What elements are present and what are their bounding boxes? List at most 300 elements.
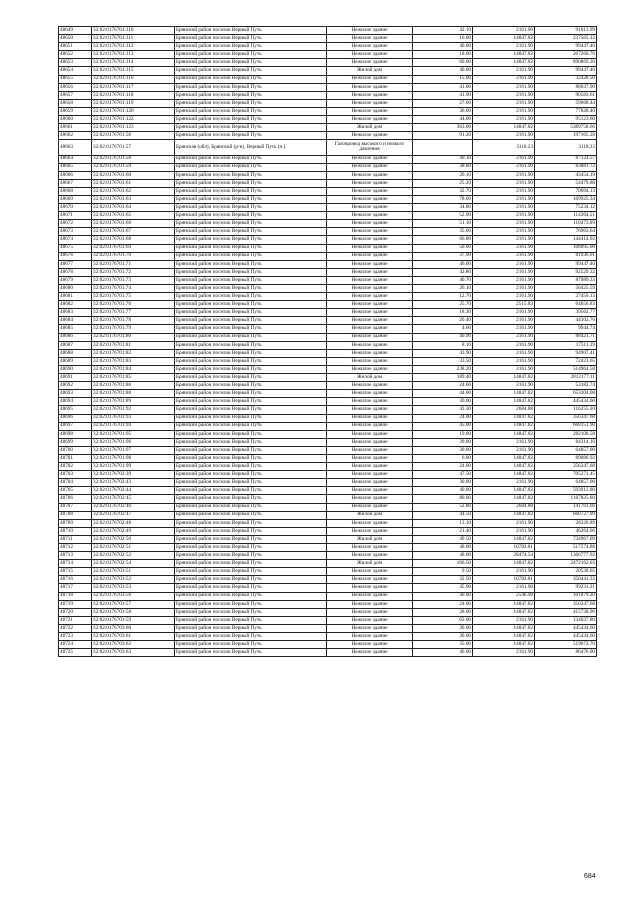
object-type-cell: Нежилое здание — [327, 293, 413, 301]
table-row — [59, 479, 597, 487]
address-cell: Брянский район поселок Верный Путь — [175, 584, 327, 592]
address-cell: Брянский район поселок Верный Путь — [175, 171, 327, 179]
object-type-cell: Нежилое здание — [327, 285, 413, 293]
rate-cell: 2161.90 — [473, 568, 535, 576]
area-cell: 78.60 — [413, 195, 473, 203]
row-number-cell: 48656 — [59, 83, 92, 91]
row-number-cell: 48681 — [59, 293, 92, 301]
cadastral-number-cell: 32:02:0176701:123 — [92, 124, 175, 132]
object-type-cell: Нежилое здание — [327, 616, 413, 624]
rate-cell: 2161.90 — [473, 195, 535, 203]
row-number-cell: 48680 — [59, 285, 92, 293]
cadastral-value-cell: 5389758.66 — [535, 124, 597, 132]
row-number-cell: 48725 — [59, 649, 92, 657]
cadastral-value-cell: 27456.13 — [535, 293, 597, 301]
address-cell: Брянский район поселок Верный Путь — [175, 438, 327, 446]
rate-cell: 2161.90 — [473, 527, 535, 535]
area-cell: 21.40 — [413, 527, 473, 535]
cadastral-value-cell: 43454.19 — [535, 171, 597, 179]
cadastral-number-cell: 32:02:0176703:58 — [92, 608, 175, 616]
table-row — [59, 406, 597, 414]
object-type-cell: Нежилое здание — [327, 552, 413, 560]
object-type-cell: Жилой дом — [327, 124, 413, 132]
rate-cell: 2161.90 — [473, 163, 535, 171]
address-cell: Брянский район поселок Верный Путь — [175, 35, 327, 43]
cadastral-value-cell: 101879.20 — [535, 592, 597, 600]
area-cell: 363.00 — [413, 124, 473, 132]
object-type-cell: Нежилое здание — [327, 519, 413, 527]
cadastral-value-cell: 519673.70 — [535, 641, 597, 649]
registry-sheet — [58, 26, 596, 657]
address-cell: Брянский район поселок Верный Путь — [175, 390, 327, 398]
row-number-cell: 48695 — [59, 406, 92, 414]
cadastral-number-cell: 32:02:0176701:81 — [92, 341, 175, 349]
table-row — [59, 374, 597, 382]
cadastral-number-cell: 32:02:0176702:48 — [92, 519, 175, 527]
object-type-cell: Нежилое здание — [327, 107, 413, 115]
cadastral-number-cell: 32:02:0176703:51 — [92, 568, 175, 576]
cadastral-number-cell: 32:02:0176701:93 — [92, 414, 175, 422]
cadastral-number-cell: 32:02:0176701:70 — [92, 252, 175, 260]
rate-cell: 2161.90 — [473, 27, 535, 35]
cadastral-number-cell: 32:02:0176701:120 — [92, 107, 175, 115]
cadastral-value-cell: 2472162.03 — [535, 560, 597, 568]
cadastral-number-cell: 32:02:0176701:99 — [92, 463, 175, 471]
address-cell: Брянский район поселок Верный Путь — [175, 124, 327, 132]
cadastral-number-cell: 32:02:0176701:72 — [92, 268, 175, 276]
table-row — [59, 633, 597, 641]
address-cell: Брянский район поселок Верный Путь — [175, 600, 327, 608]
cadastral-value-cell: 415738.96 — [535, 608, 597, 616]
rate-cell: 2161.90 — [473, 212, 535, 220]
cadastral-number-cell: 32:02:0176701:77 — [92, 309, 175, 317]
table-row — [59, 155, 597, 163]
area-cell: 51.10 — [413, 220, 473, 228]
cadastral-number-cell: 32:02:0176703:52 — [92, 576, 175, 584]
object-type-cell: Нежилое здание — [327, 454, 413, 462]
table-row — [59, 422, 597, 430]
rate-cell: 14847.82 — [473, 35, 535, 43]
cadastral-number-cell: 32:02:0176702:45 — [92, 495, 175, 503]
row-number-cell: 48683 — [59, 309, 92, 317]
table-row — [59, 446, 597, 454]
cadastral-number-cell: 32:02:0176703:60 — [92, 624, 175, 632]
rate-cell: 2515.83 — [473, 301, 535, 309]
row-number-cell: 48699 — [59, 438, 92, 446]
object-type-cell: Нежилое здание — [327, 99, 413, 107]
rate-cell: 2161.90 — [473, 357, 535, 365]
object-type-cell: Нежилое здание — [327, 398, 413, 406]
cadastral-number-cell: 32:02:0176701:64 — [92, 204, 175, 212]
address-cell: Брянский район поселок Верный Путь — [175, 116, 327, 124]
area-cell: 37.90 — [413, 252, 473, 260]
cadastral-value-cell: 110473.09 — [535, 220, 597, 228]
cadastral-number-cell: 32:02:0176701:56 — [92, 132, 175, 140]
rate-cell: 2161.90 — [473, 285, 535, 293]
table-row — [59, 67, 597, 75]
row-number-cell: 48698 — [59, 430, 92, 438]
table-row — [59, 584, 597, 592]
table-row — [59, 487, 597, 495]
address-cell: Брянский район поселок Верный Путь — [175, 67, 327, 75]
area-cell: 18.00 — [413, 51, 473, 59]
area-cell: 80.00 — [413, 495, 473, 503]
object-type-cell: Нежилое здание — [327, 479, 413, 487]
rate-cell: 2161.90 — [473, 236, 535, 244]
cadastral-number-cell: 32:02:0176701:66 — [92, 220, 175, 228]
rate-cell: 2161.90 — [473, 519, 535, 527]
area-cell: 41.90 — [413, 91, 473, 99]
cadastral-number-cell: 32:02:0176701:60 — [92, 171, 175, 179]
rate-cell: 2161.90 — [473, 132, 535, 140]
cadastral-number-cell: 32:02:0176701:84 — [92, 365, 175, 373]
object-type-cell: Нежилое здание — [327, 527, 413, 535]
object-type-cell: Нежилое здание — [327, 171, 413, 179]
area-cell: 30.00 — [413, 633, 473, 641]
area-cell: 20.10 — [413, 171, 473, 179]
rate-cell: 2161.90 — [473, 67, 535, 75]
cadastral-value-cell: 282108.58 — [535, 430, 597, 438]
address-cell: Брянский район поселок Верный Путь — [175, 179, 327, 187]
table-row — [59, 616, 597, 624]
row-number-cell: 48688 — [59, 349, 92, 357]
rate-cell: 2161.90 — [473, 293, 535, 301]
cadastral-value-cell: 356347.68 — [535, 600, 597, 608]
cadastral-value-cell: 237565.12 — [535, 35, 597, 43]
cadastral-value-cell: 88637.90 — [535, 83, 597, 91]
cadastral-number-cell: 32:02:0176701:74 — [92, 285, 175, 293]
cadastral-number-cell: 32:02:0176703:62 — [92, 641, 175, 649]
area-cell: 40.00 — [413, 649, 473, 657]
object-type-cell: Нежилое здание — [327, 649, 413, 657]
cadastral-number-cell: 32:02:0176701:112 — [92, 43, 175, 51]
cadastral-value-cell: 134037.80 — [535, 616, 597, 624]
cadastral-value-cell: 1187825.60 — [535, 495, 597, 503]
cadastral-value-cell: 87989.33 — [535, 276, 597, 284]
object-type-cell: Газопровод высокого и низкого давления — [327, 140, 413, 155]
row-number-cell: 48721 — [59, 616, 92, 624]
row-number-cell: 48722 — [59, 624, 92, 632]
cadastral-value-cell: 1366777.92 — [535, 552, 597, 560]
address-cell: Брянский район поселок Верный Путь — [175, 406, 327, 414]
cadastral-number-cell: 32:02:0176701:69 — [92, 244, 175, 252]
address-cell: Брянский район поселок Верный Путь — [175, 341, 327, 349]
object-type-cell: Нежилое здание — [327, 495, 413, 503]
table-row — [59, 568, 597, 576]
row-number-cell: 48694 — [59, 398, 92, 406]
row-number-cell: 48719 — [59, 600, 92, 608]
table-row — [59, 600, 597, 608]
address-cell: Брянский район поселок Верный Путь — [175, 552, 327, 560]
cadastral-number-cell: 32:02:0176701:78 — [92, 317, 175, 325]
table-row — [59, 341, 597, 349]
cadastral-value-cell: 99447.40 — [535, 67, 597, 75]
rate-cell: 2161.90 — [473, 309, 535, 317]
table-row — [59, 592, 597, 600]
area-cell: 34.80 — [413, 204, 473, 212]
area-cell — [413, 140, 473, 155]
cadastral-value-cell: 54479.88 — [535, 179, 597, 187]
address-cell: Брянский район поселок Верный Путь — [175, 75, 327, 83]
area-cell: 91.20 — [413, 132, 473, 140]
table-row — [59, 624, 597, 632]
page-number: 684 — [584, 873, 596, 880]
object-type-cell: Нежилое здание — [327, 325, 413, 333]
address-cell: Брянский район поселок Верный Путь — [175, 398, 327, 406]
address-cell: Брянский район поселок Верный Путь — [175, 608, 327, 616]
cadastral-number-cell: 32:02:0176701:57 — [92, 140, 175, 155]
cadastral-number-cell: 32:02:0176703:57 — [92, 600, 175, 608]
row-number-cell: 48686 — [59, 333, 92, 341]
object-type-cell: Нежилое здание — [327, 357, 413, 365]
area-cell: 60.00 — [413, 59, 473, 67]
address-cell: Брянская (обл), Брянский (р-н), Верный Путь (п.) — [175, 140, 327, 155]
address-cell: Брянский район поселок Верный Путь — [175, 422, 327, 430]
cadastral-value-cell: 95123.60 — [535, 116, 597, 124]
address-cell: Брянский район поселок Верный Путь — [175, 236, 327, 244]
object-type-cell: Нежилое здание — [327, 163, 413, 171]
row-number-cell: 48675 — [59, 244, 92, 252]
area-cell: 8.10 — [413, 341, 473, 349]
address-cell: Брянский район поселок Верный Путь — [175, 59, 327, 67]
cadastral-number-cell: 32:02:0176701:86 — [92, 382, 175, 390]
address-cell: Брянский район поселок Верный Путь — [175, 479, 327, 487]
area-cell: 189.40 — [413, 374, 473, 382]
cadastral-value-cell: 668151.90 — [535, 422, 597, 430]
address-cell: Брянский район поселок Верный Путь — [175, 285, 327, 293]
row-number-cell: 48703 — [59, 471, 92, 479]
rate-cell: 14847.82 — [473, 124, 535, 132]
cadastral-value-cell: 2812177.11 — [535, 374, 597, 382]
row-number-cell: 48701 — [59, 454, 92, 462]
table-row — [59, 503, 597, 511]
row-number-cell: 48700 — [59, 446, 92, 454]
rate-cell: 2161.90 — [473, 349, 535, 357]
address-cell: Брянский район поселок Верный Путь — [175, 633, 327, 641]
cadastral-number-cell: 32:02:0176703:56 — [92, 592, 175, 600]
row-number-cell: 48659 — [59, 107, 92, 115]
address-cell: Брянский район поселок Верный Путь — [175, 641, 327, 649]
address-cell: Брянский район поселок Верный Путь — [175, 487, 327, 495]
table-row — [59, 649, 597, 657]
cadastral-value-cell: 734967.09 — [535, 535, 597, 543]
address-cell: Брянский район поселок Верный Путь — [175, 560, 327, 568]
rate-cell: 14847.82 — [473, 51, 535, 59]
cadastral-value-cell: 144414.92 — [535, 236, 597, 244]
cadastral-value-cell: 91013.99 — [535, 27, 597, 35]
cadastral-value-cell: 20538.05 — [535, 568, 597, 576]
rate-cell: 14847.82 — [473, 624, 535, 632]
object-type-cell: Нежилое здание — [327, 446, 413, 454]
address-cell: Брянский район поселок Верный Путь — [175, 365, 327, 373]
table-row — [59, 349, 597, 357]
cadastral-number-cell: 32:02:0176701:63 — [92, 195, 175, 203]
object-type-cell: Нежилое здание — [327, 430, 413, 438]
object-type-cell: Нежилое здание — [327, 341, 413, 349]
address-cell: Брянский район поселок Верный Путь — [175, 535, 327, 543]
cadastral-number-cell: 32:02:0176702:54 — [92, 560, 175, 568]
rate-cell: 14847.82 — [473, 487, 535, 495]
rate-cell: 2684.88 — [473, 406, 535, 414]
cadastral-value-cell: 197165.28 — [535, 132, 597, 140]
rate-cell: 2161.90 — [473, 616, 535, 624]
table-row — [59, 527, 597, 535]
cadastral-number-cell: 32:02:0176701:94 — [92, 422, 175, 430]
area-cell: 19.00 — [413, 430, 473, 438]
cadastral-value-cell: 32428.50 — [535, 75, 597, 83]
cadastral-number-cell: 32:02:0176701:73 — [92, 276, 175, 284]
row-number-cell: 48664 — [59, 155, 92, 163]
area-cell: 66.80 — [413, 236, 473, 244]
table-row — [59, 163, 597, 171]
row-number-cell: 48710 — [59, 527, 92, 535]
rate-cell: 2161.90 — [473, 220, 535, 228]
address-cell: Брянский район поселок Верный Путь — [175, 357, 327, 365]
area-cell: 36.00 — [413, 107, 473, 115]
area-cell: 40.70 — [413, 276, 473, 284]
rate-cell: 2161.90 — [473, 99, 535, 107]
rate-cell: 2161.90 — [473, 107, 535, 115]
table-row — [59, 228, 597, 236]
table-row — [59, 382, 597, 390]
cadastral-number-cell: 32:02:0176701:59 — [92, 163, 175, 171]
area-cell: 238.20 — [413, 365, 473, 373]
address-cell: Брянский район поселок Верный Путь — [175, 204, 327, 212]
cadastral-number-cell: 32:02:0176702:44 — [92, 487, 175, 495]
table-row — [59, 325, 597, 333]
address-cell: Брянский район поселок Верный Путь — [175, 244, 327, 252]
rate-cell: 14847.82 — [473, 511, 535, 519]
object-type-cell: Нежилое здание — [327, 244, 413, 252]
cadastral-value-cell: 660727.99 — [535, 511, 597, 519]
object-type-cell: Нежилое здание — [327, 187, 413, 195]
rate-cell: 2161.90 — [473, 244, 535, 252]
table-row — [59, 463, 597, 471]
object-type-cell: Нежилое здание — [327, 132, 413, 140]
table-row — [59, 293, 597, 301]
cadastral-value-cell: 99447.40 — [535, 260, 597, 268]
object-type-cell: Нежилое здание — [327, 608, 413, 616]
table-row — [59, 495, 597, 503]
cadastral-value-cell: 83881.72 — [535, 163, 597, 171]
area-cell: 44.50 — [413, 511, 473, 519]
object-type-cell: Нежилое здание — [327, 390, 413, 398]
table-row — [59, 140, 597, 155]
cadastral-value-cell: 99447.40 — [535, 43, 597, 51]
area-cell: 24.60 — [413, 382, 473, 390]
object-type-cell: Нежилое здание — [327, 220, 413, 228]
address-cell: Брянский район поселок Верный Путь — [175, 220, 327, 228]
row-number-cell: 48685 — [59, 325, 92, 333]
address-cell: Брянский район поселок Верный Путь — [175, 212, 327, 220]
address-cell: Брянский район поселок Верный Путь — [175, 519, 327, 527]
area-cell: 24.00 — [413, 463, 473, 471]
cadastral-number-cell: 32:02:0176701:119 — [92, 99, 175, 107]
row-number-cell: 48716 — [59, 576, 92, 584]
area-cell: 30.00 — [413, 624, 473, 632]
row-number-cell: 48682 — [59, 301, 92, 309]
cadastral-number-cell: 32:02:0176701:65 — [92, 212, 175, 220]
object-type-cell: Нежилое здание — [327, 544, 413, 552]
address-cell: Брянский район поселок Верный Путь — [175, 132, 327, 140]
object-type-cell: Нежилое здание — [327, 382, 413, 390]
object-type-cell: Нежилое здание — [327, 471, 413, 479]
object-type-cell: Жилой дом — [327, 374, 413, 382]
area-cell: 52.80 — [413, 503, 473, 511]
cadastral-value-cell: 705271.45 — [535, 471, 597, 479]
cadastral-value-cell: 517574.88 — [535, 544, 597, 552]
cadastral-value-cell: 28320.89 — [535, 519, 597, 527]
table-row — [59, 132, 597, 140]
cadastral-value-cell: 92529.32 — [535, 268, 597, 276]
area-cell: 62.00 — [413, 616, 473, 624]
address-cell: Брянский район поселок Верный Путь — [175, 568, 327, 576]
area-cell: 49.50 — [413, 535, 473, 543]
table-row — [59, 608, 597, 616]
address-cell: Брянский район поселок Верный Путь — [175, 187, 327, 195]
rate-cell: 2161.90 — [473, 252, 535, 260]
rate-cell: 2161.90 — [473, 382, 535, 390]
table-row — [59, 560, 597, 568]
row-number-cell: 48706 — [59, 495, 92, 503]
object-type-cell: Жилой дом — [327, 511, 413, 519]
rate-cell: 2684.88 — [473, 503, 535, 511]
row-number-cell: 48655 — [59, 75, 92, 83]
table-row — [59, 83, 597, 91]
cadastral-number-cell: 32:02:0176703:61 — [92, 633, 175, 641]
cadastral-value-cell: 267260.76 — [535, 51, 597, 59]
row-number-cell: 48679 — [59, 276, 92, 284]
table-row — [59, 212, 597, 220]
address-cell: Брянский район поселок Верный Путь — [175, 268, 327, 276]
row-number-cell: 48702 — [59, 463, 92, 471]
object-type-cell: Нежилое здание — [327, 406, 413, 414]
row-number-cell: 48657 — [59, 91, 92, 99]
cadastral-value-cell: 890869.20 — [535, 59, 597, 67]
cadastral-value-cell: 445434.60 — [535, 624, 597, 632]
area-cell: 48.00 — [413, 544, 473, 552]
address-cell: Брянский район поселок Верный Путь — [175, 511, 327, 519]
cadastral-number-cell: 32:02:0176701:71 — [92, 260, 175, 268]
address-cell: Брянский район поселок Верный Путь — [175, 333, 327, 341]
cadastral-number-cell: 32:02:0176703:63 — [92, 649, 175, 657]
table-row — [59, 43, 597, 51]
cadastral-value-cell: 70694.13 — [535, 187, 597, 195]
table-row — [59, 220, 597, 228]
address-cell: Брянский район поселок Верный Путь — [175, 414, 327, 422]
cadastral-value-cell: 88421.71 — [535, 333, 597, 341]
area-cell: 166.50 — [413, 560, 473, 568]
cadastral-number-cell: 32:02:0176702:43 — [92, 479, 175, 487]
table-row — [59, 430, 597, 438]
rate-cell: 14847.82 — [473, 471, 535, 479]
row-number-cell: 48665 — [59, 163, 92, 171]
cadastral-number-cell: 32:02:0176701:97 — [92, 446, 175, 454]
table-row — [59, 301, 597, 309]
cadastral-number-cell: 32:02:0176702:39 — [92, 471, 175, 479]
table-row — [59, 260, 597, 268]
cadastral-number-cell: 32:02:0176701:83 — [92, 357, 175, 365]
address-cell: Брянский район поселок Верный Путь — [175, 309, 327, 317]
address-cell: Брянский район поселок Верный Путь — [175, 260, 327, 268]
area-cell: 52.90 — [413, 212, 473, 220]
row-number-cell: 48672 — [59, 220, 92, 228]
object-type-cell: Нежилое здание — [327, 83, 413, 91]
cadastral-value-cell: 514964.58 — [535, 365, 597, 373]
row-number-cell: 48674 — [59, 236, 92, 244]
row-number-cell: 48678 — [59, 268, 92, 276]
object-type-cell: Нежилое здание — [327, 568, 413, 576]
